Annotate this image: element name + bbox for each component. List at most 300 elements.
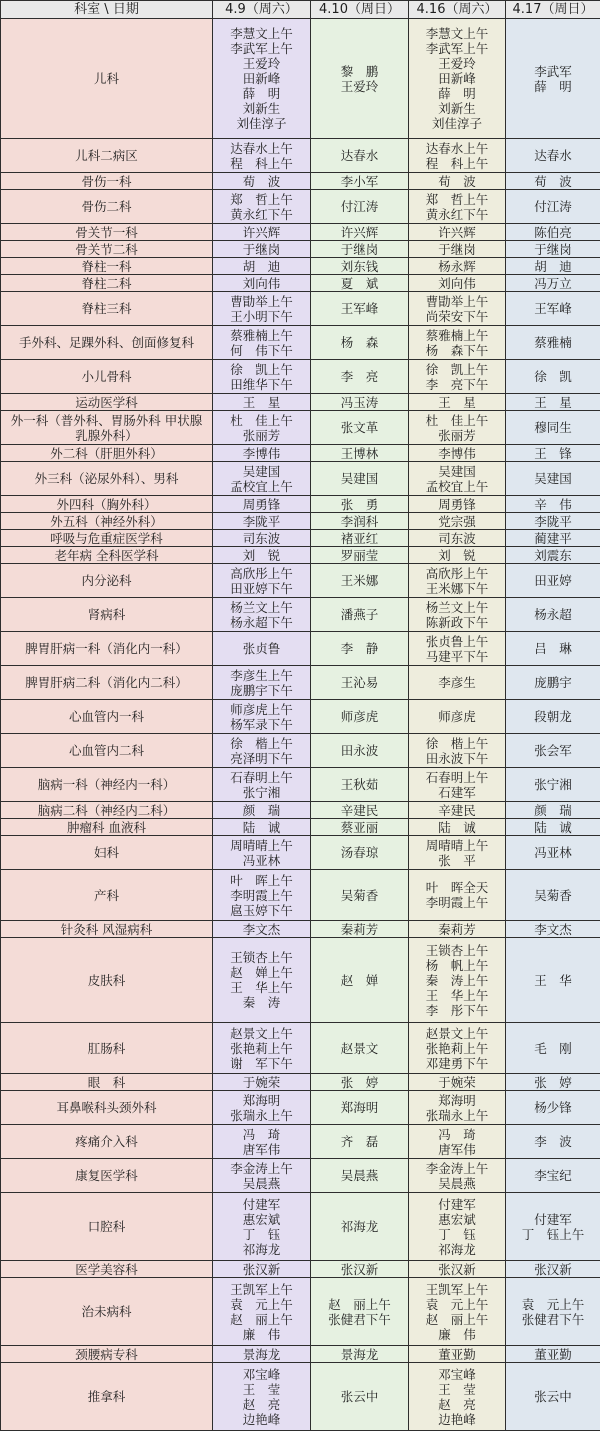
doctor-name: 王米娜下午 — [425, 580, 489, 596]
doctor-name: 邓宝峰 — [242, 1366, 281, 1382]
doctor-name: 王沁易 — [340, 675, 379, 690]
doctor-name: 褚亚红 — [340, 530, 379, 546]
duty-cell-date-4-16 — [409, 360, 506, 394]
doctor-name: 边艳峰 — [438, 1411, 476, 1427]
duty-cell-date-4-16 — [409, 496, 506, 513]
doctor-name: 王博林 — [340, 445, 379, 461]
department-cell — [1, 768, 213, 802]
doctor-name: 张贞鲁上午 — [425, 633, 489, 649]
department-name: 骨伤一科 — [81, 173, 132, 189]
table-row — [1, 530, 600, 547]
doctor-name: 田亚婷 — [534, 573, 572, 588]
table-row — [1, 190, 600, 224]
doctor-name: 齐 磊 — [340, 1134, 379, 1149]
department-name: 推拿科 — [87, 1389, 126, 1404]
duty-cell-date-4-17 — [506, 1261, 600, 1278]
duty-cell-date-4-10 — [311, 921, 409, 938]
duty-cell-date-4-10 — [311, 190, 409, 224]
duty-cell-date-4-17 — [506, 768, 600, 802]
department-name: 脑病二科（神经内二科） — [37, 802, 176, 818]
doctor-name: 何 伟下午 — [230, 342, 293, 358]
duty-cell-date-4-16 — [409, 513, 506, 530]
department-cell — [1, 1074, 213, 1091]
doctor-name: 袁 元上午 — [230, 1296, 293, 1312]
department-cell — [1, 700, 213, 734]
duty-cell-date-4-9 — [213, 292, 311, 326]
table-row — [1, 700, 600, 734]
duty-cell-date-4-10 — [311, 1091, 409, 1125]
doctor-name: 刘佳淳子 — [431, 116, 482, 131]
duty-cell-date-4-9 — [213, 1278, 311, 1346]
duty-cell-date-4-10 — [311, 802, 409, 819]
doctor-name: 刘 锐 — [242, 547, 281, 563]
doctor-name: 于继岗 — [534, 241, 572, 257]
doctor-name: 党宗强 — [438, 513, 476, 529]
duty-cell-date-4-9 — [213, 802, 311, 819]
duty-cell-date-4-16 — [409, 462, 506, 496]
table-row — [1, 547, 600, 564]
department-cell — [1, 513, 213, 530]
doctor-name: 王 星 — [242, 394, 281, 410]
department-name: 儿科二病区 — [75, 148, 138, 163]
department-cell — [1, 139, 213, 173]
doctor-name: 赵景文上午 — [230, 1025, 293, 1041]
duty-cell-date-4-16 — [409, 938, 506, 1023]
department-cell — [1, 921, 213, 938]
table-row — [1, 598, 600, 632]
department-name: 针灸科 风湿病科 — [60, 921, 153, 937]
duty-cell-date-4-9 — [213, 564, 311, 598]
department-name: 眼 科 — [87, 1074, 126, 1090]
department-cell — [1, 1261, 213, 1278]
doctor-name: 孟校宜上午 — [230, 478, 293, 494]
table-row — [1, 564, 600, 598]
doctor-name: 张丽芳 — [242, 427, 281, 443]
duty-cell-date-4-17 — [506, 513, 600, 530]
department-name: 外三科（泌尿外科）、男科 — [34, 471, 179, 486]
duty-cell-date-4-9 — [213, 224, 311, 241]
doctor-name: 王军峰 — [340, 301, 379, 316]
duty-cell-date-4-16 — [409, 1023, 506, 1074]
duty-cell-date-4-17 — [506, 258, 600, 275]
department-name: 颈腰病专科 — [75, 1346, 138, 1362]
department-name: 脾胃肝病二科（消化内二科） — [25, 675, 188, 690]
duty-cell-date-4-16 — [409, 598, 506, 632]
department-cell — [1, 462, 213, 496]
doctor-name: 叶 晖上午 — [230, 872, 293, 888]
table-row — [1, 836, 600, 870]
duty-cell-date-4-9 — [213, 870, 311, 921]
doctor-name: 刘东钱 — [340, 258, 379, 274]
department-cell — [1, 598, 213, 632]
doctor-name: 李金涛上午 — [230, 1160, 293, 1176]
doctor-name: 蔺建平 — [534, 530, 572, 546]
duty-cell-date-4-10 — [311, 1261, 409, 1278]
doctor-name: 蔡雅楠 — [534, 335, 572, 350]
duty-cell-date-4-10 — [311, 768, 409, 802]
department-name: 耳鼻喉科头颈外科 — [56, 1100, 157, 1115]
department-name: 康复医学科 — [75, 1168, 138, 1183]
doctor-name: 惠宏斌 — [438, 1211, 476, 1227]
doctor-name: 付建军 — [242, 1196, 281, 1212]
duty-cell-date-4-16 — [409, 224, 506, 241]
department-name: 儿科 — [93, 71, 119, 86]
duty-cell-date-4-9 — [213, 666, 311, 700]
duty-cell-date-4-17 — [506, 173, 600, 190]
duty-cell-date-4-17 — [506, 819, 600, 836]
department-cell — [1, 292, 213, 326]
doctor-name: 周勇锋 — [438, 496, 476, 512]
table-row — [1, 258, 600, 275]
department-cell — [1, 802, 213, 819]
department-cell — [1, 275, 213, 292]
duty-cell-date-4-16 — [409, 921, 506, 938]
table-row — [1, 241, 600, 258]
doctor-name: 赵 丽上午 — [230, 1311, 293, 1327]
department-name: 骨关节二科 — [75, 241, 138, 257]
department-cell — [1, 1091, 213, 1125]
doctor-name: 冯 琦 — [438, 1126, 476, 1142]
doctor-name: 扈玉婷下午 — [230, 902, 293, 918]
department-cell — [1, 1023, 213, 1074]
table-row — [1, 1363, 600, 1431]
doctor-name: 吴晨燕 — [340, 1168, 379, 1183]
duty-cell-date-4-17 — [506, 496, 600, 513]
doctor-name: 穆同生 — [534, 420, 572, 435]
doctor-name: 李小军 — [340, 173, 379, 189]
doctor-name: 刘佳淳子 — [236, 116, 287, 131]
duty-cell-date-4-9 — [213, 258, 311, 275]
doctor-name: 薛 明 — [534, 78, 572, 94]
duty-cell-date-4-17 — [506, 1278, 600, 1346]
doctor-name: 杨少锋 — [534, 1100, 572, 1115]
duty-cell-date-4-16 — [409, 870, 506, 921]
doctor-name: 张 婷 — [534, 1074, 572, 1090]
table-row — [1, 666, 600, 700]
table-row — [1, 462, 600, 496]
header-row — [1, 1, 600, 19]
duty-cell-date-4-17 — [506, 190, 600, 224]
doctor-name: 达春水 — [340, 148, 379, 163]
table-row — [1, 275, 600, 292]
doctor-name: 田维华下午 — [230, 376, 293, 392]
doctor-name: 李宝纪 — [534, 1168, 572, 1183]
doctor-name: 马建平下午 — [425, 648, 489, 664]
department-name: 老年病 全科医学科 — [54, 547, 159, 563]
doctor-name: 徐 楷上午 — [425, 735, 489, 751]
table-row — [1, 632, 600, 666]
doctor-name: 邓建勇下午 — [425, 1055, 489, 1071]
doctor-name: 张宁湘 — [534, 777, 572, 792]
duty-cell-date-4-17 — [506, 921, 600, 938]
duty-cell-date-4-17 — [506, 411, 600, 445]
doctor-name: 徐 凯 — [534, 369, 572, 384]
duty-cell-date-4-10 — [311, 819, 409, 836]
duty-cell-date-4-9 — [213, 734, 311, 768]
department-cell — [1, 190, 213, 224]
doctor-name: 李武军 — [534, 63, 572, 79]
doctor-name: 孟校宜上午 — [425, 478, 489, 494]
duty-cell-date-4-10 — [311, 19, 409, 139]
duty-cell-date-4-10 — [311, 1159, 409, 1193]
duty-cell-date-4-10 — [311, 1125, 409, 1159]
doctor-name: 李明霞上午 — [425, 895, 489, 910]
duty-cell-date-4-9 — [213, 326, 311, 360]
doctor-name: 张 婷 — [340, 1074, 379, 1090]
table-row — [1, 1023, 600, 1074]
doctor-name: 罗丽莹 — [340, 547, 379, 563]
doctor-name: 蔡雅楠上午 — [230, 327, 293, 343]
doctor-name: 李 彤下午 — [425, 1002, 489, 1018]
duty-cell-date-4-9 — [213, 819, 311, 836]
department-name: 疼痛介入科 — [75, 1134, 138, 1149]
department-name: 脑病一科（神经内一科） — [37, 777, 176, 792]
department-name: 脾胃肝病一科（消化内一科） — [25, 641, 188, 656]
doctor-name: 王 华上午 — [230, 980, 293, 995]
table-row — [1, 1193, 600, 1261]
department-cell — [1, 496, 213, 513]
duty-cell-date-4-10 — [311, 224, 409, 241]
table-row — [1, 802, 600, 819]
department-name: 脊柱二科 — [81, 275, 132, 291]
duty-cell-date-4-17 — [506, 19, 600, 139]
doctor-name: 李陇平 — [534, 513, 572, 529]
duty-cell-date-4-17 — [506, 292, 600, 326]
doctor-name: 段朝龙 — [534, 709, 572, 724]
doctor-name: 于婉荣 — [438, 1074, 476, 1090]
doctor-name: 廉 伟 — [438, 1326, 476, 1342]
duty-cell-date-4-10 — [311, 496, 409, 513]
doctor-name: 王爱玲 — [438, 56, 476, 71]
duty-cell-date-4-10 — [311, 547, 409, 564]
duty-cell-date-4-10 — [311, 1363, 409, 1431]
duty-cell-date-4-17 — [506, 445, 600, 462]
duty-cell-date-4-9 — [213, 1125, 311, 1159]
doctor-name: 祁海龙 — [340, 1219, 379, 1234]
department-cell — [1, 360, 213, 394]
duty-cell-date-4-16 — [409, 241, 506, 258]
doctor-name: 张汉新 — [340, 1261, 379, 1277]
doctor-name: 黄永红下午 — [230, 206, 293, 222]
duty-cell-date-4-9 — [213, 1346, 311, 1363]
duty-cell-date-4-16 — [409, 394, 506, 411]
doctor-name: 潘燕子 — [340, 607, 379, 622]
doctor-name: 司东波 — [438, 530, 476, 546]
doctor-name: 黄永红下午 — [425, 206, 489, 222]
department-cell — [1, 258, 213, 275]
duty-cell-date-4-10 — [311, 513, 409, 530]
doctor-name: 赵 婵 — [340, 972, 379, 988]
duty-cell-date-4-10 — [311, 292, 409, 326]
doctor-name: 达春水 — [534, 148, 572, 163]
doctor-name: 邓宝峰 — [438, 1366, 476, 1382]
duty-cell-date-4-16 — [409, 139, 506, 173]
doctor-name: 李润科 — [340, 513, 379, 529]
department-cell — [1, 1125, 213, 1159]
doctor-name: 于婉荣 — [242, 1074, 281, 1090]
duty-cell-date-4-9 — [213, 496, 311, 513]
duty-cell-date-4-16 — [409, 734, 506, 768]
doctor-name: 冯 琦 — [242, 1126, 281, 1142]
doctor-name: 李慧文上午 — [230, 26, 293, 41]
duty-cell-date-4-10 — [311, 394, 409, 411]
doctor-name: 陆 诚 — [534, 819, 572, 835]
department-cell — [1, 870, 213, 921]
department-name: 手外科、足踝外科、创面修复科 — [18, 335, 194, 350]
doctor-name: 颜 瑞 — [242, 802, 281, 818]
doctor-name: 王军峰 — [534, 301, 572, 316]
duty-cell-date-4-10 — [311, 700, 409, 734]
duty-cell-date-4-10 — [311, 1074, 409, 1091]
table-row — [1, 1091, 600, 1125]
doctor-name: 唐军伟 — [438, 1141, 476, 1157]
doctor-name: 李博伟 — [438, 445, 476, 461]
duty-cell-date-4-10 — [311, 173, 409, 190]
duty-cell-date-4-9 — [213, 1193, 311, 1261]
doctor-name: 司东波 — [242, 530, 281, 546]
duty-cell-date-4-10 — [311, 258, 409, 275]
duty-cell-date-4-9 — [213, 768, 311, 802]
doctor-name: 杜 佳上午 — [425, 412, 489, 428]
duty-cell-date-4-9 — [213, 1363, 311, 1431]
table-row — [1, 1074, 600, 1091]
duty-cell-date-4-10 — [311, 1023, 409, 1074]
doctor-name: 刘向伟 — [438, 275, 476, 291]
duty-cell-date-4-16 — [409, 1193, 506, 1261]
department-cell — [1, 241, 213, 258]
duty-cell-date-4-9 — [213, 530, 311, 547]
duty-cell-date-4-16 — [409, 1363, 506, 1431]
doctor-name: 王凯军上午 — [230, 1281, 293, 1297]
table-row — [1, 19, 600, 139]
table-row — [1, 139, 600, 173]
duty-cell-date-4-10 — [311, 836, 409, 870]
department-cell — [1, 547, 213, 564]
doctor-name: 张汉新 — [438, 1261, 476, 1277]
doctor-name: 李金涛上午 — [425, 1160, 489, 1176]
doctor-name: 张贞鲁 — [242, 641, 281, 656]
duty-cell-date-4-17 — [506, 1074, 600, 1091]
doctor-name: 吴菊香 — [534, 887, 572, 903]
department-name: 骨关节一科 — [75, 224, 138, 240]
doctor-name: 杨兰文上午 — [230, 599, 293, 615]
duty-cell-date-4-9 — [213, 275, 311, 292]
doctor-name: 李文杰 — [534, 921, 572, 937]
duty-cell-date-4-9 — [213, 547, 311, 564]
duty-cell-date-4-16 — [409, 1346, 506, 1363]
duty-cell-date-4-16 — [409, 1074, 506, 1091]
doctor-name: 张 勇 — [340, 496, 379, 512]
doctor-name: 于继岗 — [242, 241, 281, 257]
duty-cell-date-4-16 — [409, 445, 506, 462]
duty-cell-date-4-9 — [213, 173, 311, 190]
doctor-name: 张艳莉上午 — [425, 1040, 489, 1056]
doctor-name: 田永波 — [340, 743, 379, 758]
doctor-name: 石春明上午 — [230, 769, 293, 785]
doctor-name: 王凯军上午 — [425, 1281, 489, 1297]
doctor-name: 郑海明 — [242, 1092, 281, 1108]
doctor-name: 刘 锐 — [438, 547, 476, 563]
department-cell — [1, 734, 213, 768]
doctor-name: 景海龙 — [242, 1346, 281, 1362]
duty-cell-date-4-16 — [409, 530, 506, 547]
table-row — [1, 224, 600, 241]
header-date-4-9: 4.9（周六） — [213, 1, 311, 19]
doctor-name: 吴建国 — [438, 463, 476, 479]
duty-cell-date-4-10 — [311, 734, 409, 768]
doctor-name: 夏 斌 — [340, 275, 379, 291]
doctor-name: 刘新生 — [438, 101, 476, 116]
department-cell — [1, 326, 213, 360]
duty-cell-date-4-10 — [311, 938, 409, 1023]
doctor-name: 田亚婷下午 — [230, 580, 293, 596]
doctor-name: 许兴辉 — [242, 224, 281, 240]
doctor-name: 吴晨燕 — [438, 1175, 476, 1191]
department-name: 运动医学科 — [75, 394, 138, 410]
duty-cell-date-4-16 — [409, 275, 506, 292]
table-row — [1, 445, 600, 462]
department-name: 肛肠科 — [87, 1040, 126, 1056]
duty-cell-date-4-9 — [213, 139, 311, 173]
doctor-name: 秦莉芳 — [340, 921, 379, 937]
department-cell — [1, 819, 213, 836]
doctor-name: 李慧文上午 — [425, 26, 489, 41]
doctor-name: 石建军 — [438, 784, 476, 800]
duty-cell-date-4-9 — [213, 360, 311, 394]
duty-cell-date-4-9 — [213, 462, 311, 496]
doctor-name: 赵景文上午 — [425, 1025, 489, 1041]
duty-cell-date-4-9 — [213, 836, 311, 870]
doctor-name: 徐 楷上午 — [230, 735, 293, 751]
doctor-name: 秦 涛 — [242, 995, 281, 1010]
doctor-name: 谢 军下午 — [230, 1055, 293, 1071]
doctor-name: 秦莉芳 — [438, 921, 476, 937]
department-cell — [1, 530, 213, 547]
doctor-name: 张健君下午 — [521, 1311, 585, 1327]
duty-cell-date-4-17 — [506, 802, 600, 819]
doctor-name: 赵 丽上午 — [425, 1311, 489, 1327]
doctor-name: 庞鹏宇下午 — [230, 682, 293, 698]
duty-cell-date-4-17 — [506, 1193, 600, 1261]
doctor-name: 赵 婵上午 — [230, 965, 293, 980]
duty-cell-date-4-17 — [506, 224, 600, 241]
doctor-name: 亮泽明下午 — [230, 750, 293, 766]
duty-cell-date-4-9 — [213, 513, 311, 530]
doctor-name: 毛 刚 — [534, 1040, 572, 1056]
duty-cell-date-4-16 — [409, 632, 506, 666]
duty-cell-date-4-9 — [213, 938, 311, 1023]
duty-cell-date-4-10 — [311, 1346, 409, 1363]
duty-cell-date-4-16 — [409, 1261, 506, 1278]
doctor-name: 景海龙 — [340, 1346, 379, 1362]
doctor-name: 胡 迪 — [242, 258, 281, 274]
doctor-name: 叶 晖全天 — [425, 880, 489, 895]
doctor-name: 庞鹏宇 — [534, 675, 572, 690]
doctor-name: 吴菊香 — [340, 887, 379, 903]
department-name: 外二科（肝胆外科） — [50, 445, 163, 461]
doctor-name: 王 莹 — [242, 1381, 281, 1397]
doctor-name: 李 静 — [340, 641, 379, 656]
department-cell — [1, 1346, 213, 1363]
doctor-name: 赵 亮 — [438, 1396, 476, 1412]
doctor-name: 徐 凯上午 — [230, 361, 293, 377]
doctor-name: 赵 亮 — [242, 1396, 281, 1412]
duty-cell-date-4-17 — [506, 836, 600, 870]
department-cell — [1, 411, 213, 445]
department-cell — [1, 632, 213, 666]
doctor-name: 董亚勤 — [438, 1346, 476, 1362]
department-cell — [1, 19, 213, 139]
